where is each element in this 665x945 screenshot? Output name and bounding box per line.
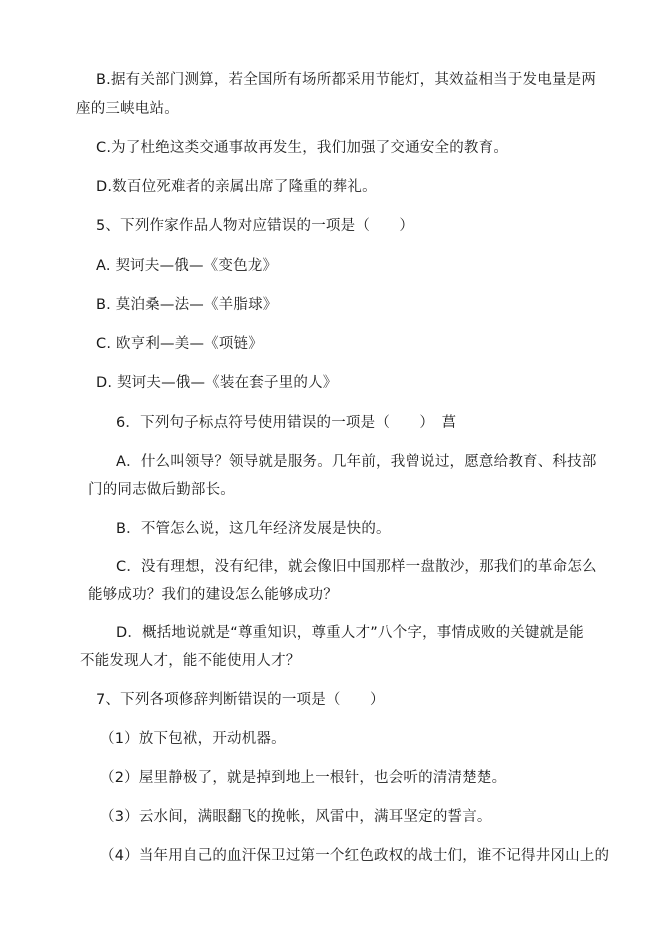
option-b-line-1: B.据有关部门测算，若全国所有场所都采用节能灯，其效益相当于发电量是两 xyxy=(96,72,597,88)
q6-option-a-line-2: 门的同志做后勤部长。 xyxy=(88,482,235,498)
q7-item-3: （3）云水间，满眼翻飞的挽帐，风雷中，满耳坚定的誓言。 xyxy=(100,809,492,825)
q7-item-1: （1）放下包袱，开动机器。 xyxy=(100,731,286,747)
option-b-line-2: 座的三峡电站。 xyxy=(76,101,179,117)
q7-item-2: （2）屋里静极了，就是掉到地上一根针，也会听的清清楚楚。 xyxy=(100,770,507,786)
q6-option-d-line-2: 不能发现人才，能不能使用人才？ xyxy=(80,653,301,669)
q6-option-a-line-1: A．什么叫领导？领导就是服务。几年前，我曾说过，愿意给教育、科技部 xyxy=(116,454,597,470)
q7-item-4: （4）当年用自己的血汗保卫过第一个红色政权的战士们，谁不记得井冈山上的 xyxy=(100,848,610,864)
q5-option-c: C. 欧亨利—美—《项链》 xyxy=(96,336,263,352)
q5-option-b: B. 莫泊桑—法—《羊脂球》 xyxy=(96,297,278,313)
q6-option-d-line-1: D．概括地说就是“尊重知识，尊重人才”八个字，事情成败的关键就是能 xyxy=(116,625,584,641)
question-6: 6．下列句子标点符号使用错误的一项是（ ） 菖 xyxy=(116,415,457,431)
question-7: 7、下列各项修辞判断错误的一项是（ ） xyxy=(96,692,385,708)
q6-option-b: B．不管怎么说，这几年经济发展是快的。 xyxy=(116,521,391,537)
q6-option-c-line-2: 能够成功？我们的建设怎么能够成功？ xyxy=(88,587,338,603)
question-5: 5、下列作家作品人物对应错误的一项是（ ） xyxy=(96,218,415,234)
q5-option-a: A. 契诃夫—俄—《变色龙》 xyxy=(96,258,278,274)
q5-option-d: D. 契诃夫—俄—《装在套子里的人》 xyxy=(96,375,338,391)
option-d: D.数百位死难者的亲属出席了隆重的葬礼。 xyxy=(96,179,377,195)
q6-option-c-line-1: C．没有理想，没有纪律，就会像旧中国那样一盘散沙，那我们的革命怎么 xyxy=(116,559,597,575)
option-c: C.为了杜绝这类交通事故再发生，我们加强了交通安全的教育。 xyxy=(96,140,509,156)
